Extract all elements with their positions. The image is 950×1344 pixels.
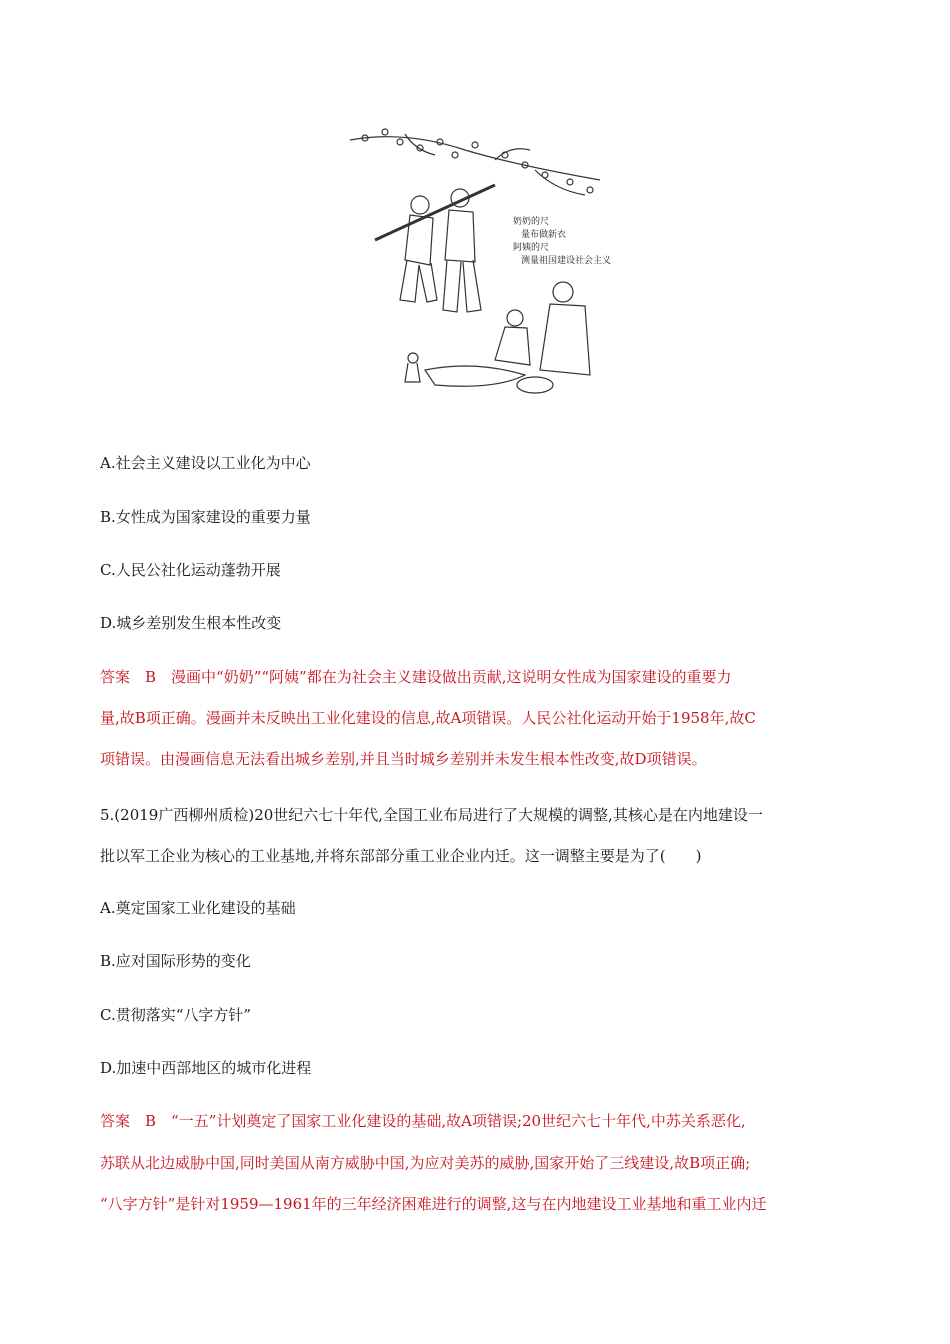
- caption-line-4: 测量祖国建设社会主义: [521, 256, 612, 266]
- q5-option-c: C.贯彻落实“八字方针”: [100, 1006, 252, 1024]
- cartoon-illustration: [345, 120, 612, 405]
- caption-line-1: 奶奶的尺: [513, 217, 550, 227]
- q4-option-a: A.社会主义建设以工业化为中心: [100, 454, 311, 472]
- q4-option-b: B.女性成为国家建设的重要力量: [100, 508, 311, 526]
- q5-answer-line-2: 苏联从北边威胁中国,同时美国从南方威胁中国,为应对美苏的威胁,国家开始了三线建设,故B项正确;: [100, 1154, 751, 1172]
- q5-answer-line-1: 答案 B “一五”计划奠定了国家工业化建设的基础,故A项错误;20世纪六七十年代,中苏关系恶化,: [100, 1112, 746, 1130]
- q4-answer-line-1: 答案 B 漫画中“奶奶”“阿姨”都在为社会主义建设做出贡献,这说明女性成为国家建设的重要力: [100, 668, 732, 686]
- q4-option-c: C.人民公社化运动蓬勃开展: [100, 561, 281, 579]
- q5-option-b: B.应对国际形势的变化: [100, 952, 251, 970]
- caption-line-2: 量布做新衣: [521, 230, 567, 240]
- q5-option-d: D.加速中西部地区的城市化进程: [100, 1059, 312, 1077]
- q5-stem-line-1: 5.(2019广西柳州质检)20世纪六七十年代,全国工业布局进行了大规模的调整,其核心是在内地建设一: [100, 806, 763, 824]
- q4-answer-line-3: 项错误。由漫画信息无法看出城乡差别,并且当时城乡差别并未发生根本性改变,故D项错误。: [100, 750, 707, 768]
- caption-line-3: 阿姨的尺: [513, 243, 550, 253]
- q5-stem-line-2: 批以军工企业为核心的工业基地,并将东部部分重工业企业内迁。这一调整主要是为了( ): [100, 847, 702, 865]
- q4-option-d: D.城乡差别发生根本性改变: [100, 614, 282, 632]
- q5-option-a: A.奠定国家工业化建设的基础: [100, 899, 296, 917]
- q5-answer-line-3: “八字方针”是针对1959—1961年的三年经济困难进行的调整,这与在内地建设工业基地和重工业内迁: [100, 1195, 767, 1213]
- q4-answer-line-2: 量,故B项正确。漫画并未反映出工业化建设的信息,故A项错误。人民公社化运动开始于1958年,故C: [100, 709, 756, 727]
